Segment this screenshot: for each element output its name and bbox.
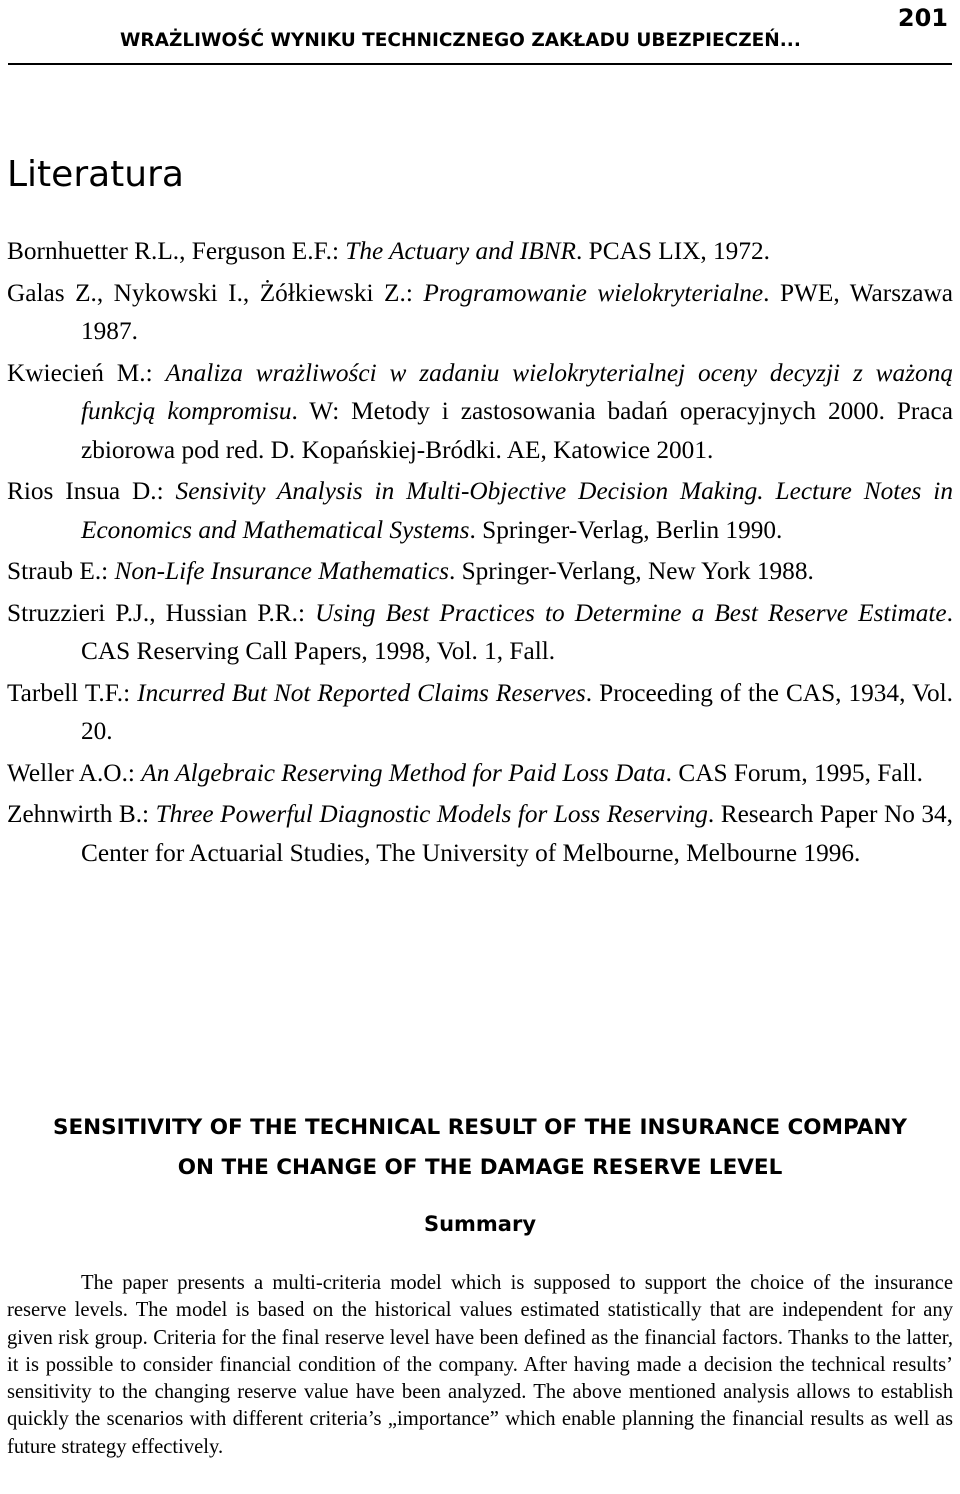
reference-item — [7, 232, 953, 271]
reference-author: Weller A.O.: — [7, 758, 142, 787]
page-number: 201 — [897, 4, 948, 32]
reference-item — [7, 795, 953, 872]
reference-author: Galas Z., Nykowski I., Żółkiewski Z.: — [7, 278, 424, 307]
reference-title: Programowanie wielokryterialne — [423, 278, 764, 307]
reference-item — [7, 594, 953, 671]
reference-author: Rios Insua D.: — [7, 477, 176, 505]
reference-details: . W: Metody i zastosowania badań operacyjnych 2000. Praca zbiorowa pod red. D. Kopańskiej-Bródki. AE, Katowice 2001. — [81, 397, 953, 464]
reference-title: Three Powerful Diagnostic Models for Loss Reserving — [155, 800, 708, 828]
reference-details: . Springer-Verlag, Berlin 1990. — [469, 515, 783, 544]
reference-details: . CAS Reserving Call Papers, 1998, Vol. 1, Fall. — [81, 598, 953, 665]
reference-item — [7, 472, 953, 549]
reference-author: Tarbell T.F.: — [7, 678, 138, 707]
reference-author: Bornhuetter R.L., Ferguson E.F.: — [7, 237, 346, 265]
reference-title: The Actuary and IBNR — [345, 237, 576, 265]
reference-details: . PCAS LIX, 1972. — [575, 237, 770, 265]
summary-body: The paper presents a multi-criteria model which is supposed to support the choice of the insurance reserve levels. The model is based on the historical values estimated statistically that are independent for any given risk group. Criteria for the final reserve level have been defined as the financial factors. Thanks to the latter, it is possible to consider financial condition of the company. After having made a decision the technical results’ sensitivity to the changing reserve value have been analyzed. The above mentioned analysis allows to establish quickly the scenarios with different criteria’s „importance” which enable planning the financial results as well as future strategy effectively. — [7, 1272, 953, 1458]
reference-details: . Research Paper No 34, Center for Actuarial Studies, The University of Melbourne, Melbourne 1996. — [81, 800, 953, 867]
reference-item — [7, 274, 953, 351]
reference-details: . CAS Forum, 1995, Fall. — [665, 758, 923, 787]
reference-item — [7, 552, 953, 591]
running-title: WRAŻLIWOŚĆ WYNIKU TECHNICZNEGO ZAKŁADU UBEZPIECZEŃ... — [120, 30, 801, 51]
reference-details: . PWE, Warszawa 1987. — [81, 278, 953, 345]
reference-title: Using Best Practices to Determine a Best Reserve Estimate — [315, 598, 947, 627]
header-rule — [8, 63, 952, 65]
summary-label: Summary — [423, 1212, 537, 1236]
summary-title-line1: SENSITIVITY OF THE TECHNICAL RESULT OF THE INSURANCE COMPANY — [53, 1115, 907, 1140]
reference-author: Kwiecień M.: — [7, 358, 166, 387]
summary-title-line2: ON THE CHANGE OF THE DAMAGE RESERVE LEVEL — [177, 1155, 783, 1180]
reference-author: Zehnwirth B.: — [7, 800, 156, 828]
reference-author: Straub E.: — [7, 557, 115, 585]
reference-title: Incurred But Not Reported Claims Reserves — [137, 678, 586, 707]
reference-title: Non-Life Insurance Mathematics — [114, 557, 449, 585]
reference-details: . Proceeding of the CAS, 1934, Vol. 20. — [81, 678, 953, 745]
reference-author: Struzzieri P.J., Hussian P.R.: — [7, 598, 316, 627]
reference-item — [7, 674, 953, 751]
reference-item — [7, 754, 953, 793]
reference-title: Sensivity Analysis in Multi-Objective Decision Making. Lecture Notes in Economics and Mathematical Systems — [81, 477, 953, 544]
section-title: Literatura — [7, 154, 184, 195]
reference-details: . Springer-Verlang, New York 1988. — [448, 557, 814, 585]
reference-list — [7, 232, 953, 872]
reference-title: An Algebraic Reserving Method for Paid Loss Data — [141, 758, 666, 787]
reference-item — [7, 354, 953, 470]
reference-title: Analiza wrażliwości w zadaniu wielokryterialnej oceny decyzji z ważoną funkcją kompromisu — [81, 358, 953, 425]
